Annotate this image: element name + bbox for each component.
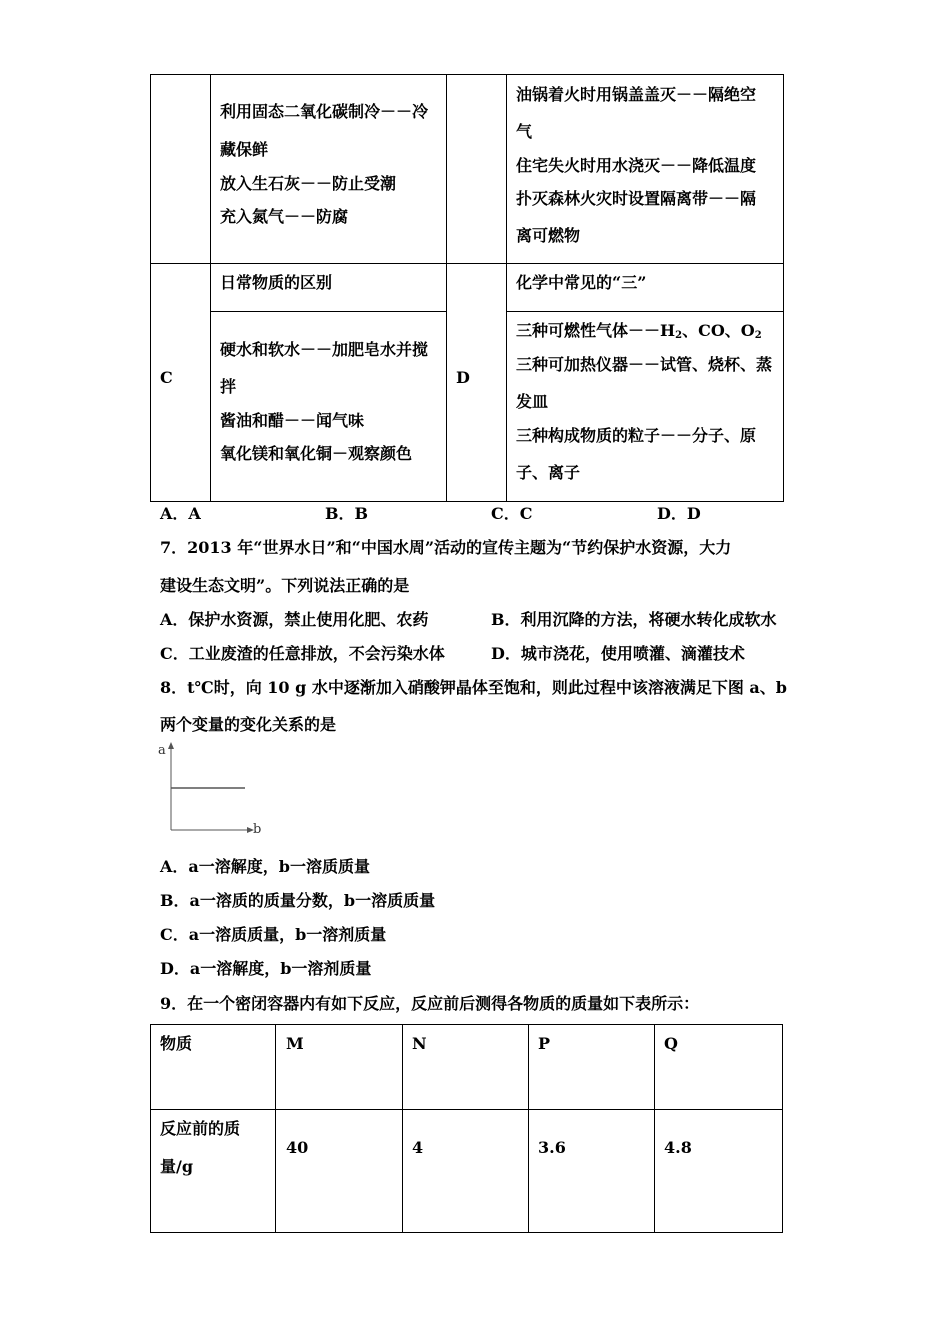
q6-option-a: A．A [160,504,201,523]
body-d-line1-b: 、CO、O [682,321,755,340]
q9-header-m: M [286,1034,304,1053]
graph-y-arrow [168,742,174,749]
q9-header-substance: 物质 [160,1034,193,1053]
header-d: 化学中常见的“三” [516,273,647,292]
q9-row1-p: 3.6 [538,1138,566,1157]
body-d-line1-a: 三种可燃性气体－－H [516,321,676,340]
body-d-line1-sub2: 2 [754,330,762,341]
cell-top-left-line2: 藏保鲜 [220,140,269,159]
q6-option-c: C．C [491,504,533,523]
q8-stem-line1: 8．t℃时，向 10 g 水中逐渐加入硝酸钾晶体至饱和，则此过程中该溶液满足下图 a、b [160,678,787,697]
q6-option-b: B．B [325,504,369,523]
q8-option-a: A．a一溶解度，b一溶质质量 [160,857,370,876]
cell-top-right-line4: 扑灭森林火灾时设置隔离带－－隔 [516,189,757,208]
q9-header-n: N [412,1034,427,1053]
row-label-c: C [160,368,173,387]
q9-row1-label-line1: 反应前的质 [160,1119,241,1138]
cell-top-right-line1: 油锅着火时用锅盖盖灭－－隔绝空 [516,85,757,104]
q8-option-b: B．a一溶质的质量分数，b一溶质质量 [160,891,436,910]
cell-top-left-line3: 放入生石灰－－防止受潮 [220,174,397,193]
q7-option-d: D．城市浇花，使用喷灌、滴灌技术 [491,644,745,663]
graph-x-label: b [253,822,262,837]
body-d-line5: 子、离子 [516,463,581,482]
body-d-line3: 发皿 [516,392,549,411]
cell-top-right-line3: 住宅失火时用水浇灭－－降低温度 [516,156,757,175]
q8-graph [150,740,270,840]
q8-option-c: C．a一溶质质量，b一溶剂质量 [160,925,387,944]
q9-row1-m: 40 [286,1138,309,1157]
body-d-line4: 三种构成物质的粒子－－分子、原 [516,426,757,445]
q7-option-c: C．工业废渣的任意排放，不会污染水体 [160,644,445,663]
q9-header-p: P [538,1034,551,1053]
body-d-line1 [516,321,762,346]
q9-header-q: Q [664,1034,678,1053]
q7-option-b: B．利用沉降的方法，将硬水转化成软水 [491,610,777,629]
q7-option-a: A．保护水资源，禁止使用化肥、农药 [160,610,429,629]
body-c-line4: 氧化镁和氧化铜－观察颜色 [220,444,413,463]
q9-row1-q: 4.8 [664,1138,692,1157]
cell-top-left-line4: 充入氮气－－防腐 [220,207,349,226]
body-c-line3: 酱油和醋－－闻气味 [220,411,365,430]
q7-stem-line2: 建设生态文明”。下列说法正确的是 [160,576,410,595]
q8-stem-line2: 两个变量的变化关系的是 [160,715,337,734]
q9-row1-n: 4 [412,1138,424,1157]
cell-top-left-line1: 利用固态二氧化碳制冷－－冷 [220,102,429,121]
body-d-line2: 三种可加热仪器－－试管、烧杯、蒸 [516,355,773,374]
q7-stem-line1: 7．2013 年“世界水日”和“中国水周”活动的宣传主题为“节约保护水资源，大力 [160,538,732,557]
body-c-line2: 拌 [220,377,237,396]
cell-top-right-line2: 气 [516,122,533,141]
q9-stem: 9．在一个密闭容器内有如下反应，反应前后测得各物质的质量如下表所示： [160,994,700,1013]
q8-option-d: D．a一溶解度，b一溶剂质量 [160,959,372,978]
row-label-d: D [456,368,470,387]
q6-option-d: D．D [657,504,701,523]
body-c-line1: 硬水和软水－－加肥皂水并搅 [220,340,429,359]
header-c: 日常物质的区别 [220,273,333,292]
body-d-line1-sub1: 2 [675,330,683,341]
cell-top-right-line5: 离可燃物 [516,226,581,245]
graph-y-label: a [158,743,166,758]
q9-row1-label-line2: 量/g [160,1157,194,1176]
